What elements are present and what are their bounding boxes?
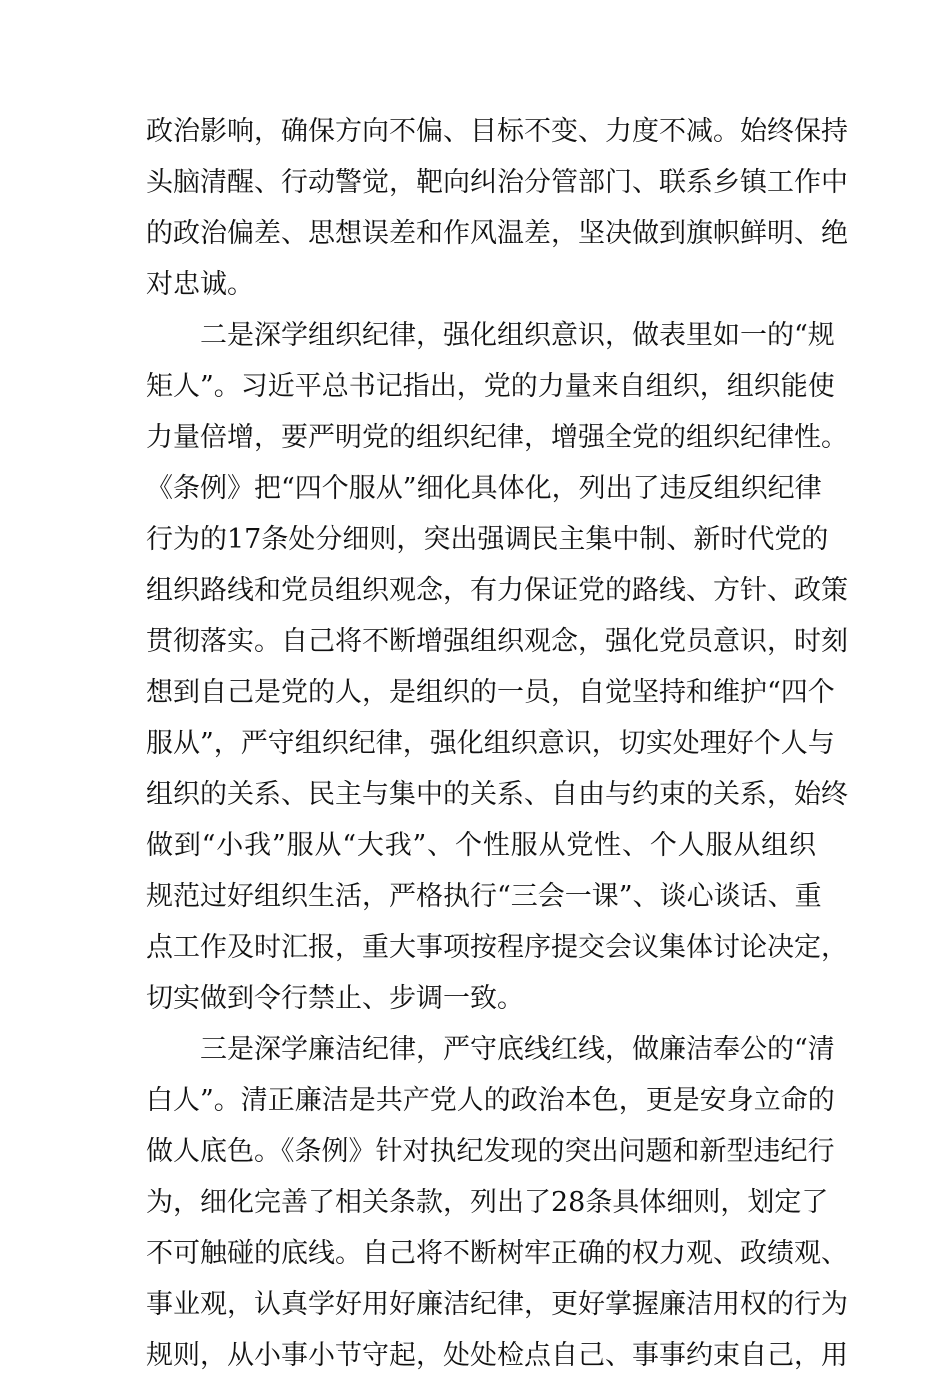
text-line: 规范过好组织生活，严格执行“三会一课”、谈心谈话、重 <box>146 881 822 912</box>
text-line: 服从”，严守组织纪律，强化组织意识，切实处理好个人与 <box>146 728 835 759</box>
text-line: 头脑清醒、行动警觉，靶向纠治分管部门、联系乡镇工作中 <box>146 167 848 198</box>
text-line: 《条例》把“四个服从”细化具体化，列出了违反组织纪律 <box>146 473 822 504</box>
text-line: 白人”。清正廉洁是共产党人的政治本色，更是安身立命的 <box>146 1085 835 1116</box>
text-line: 贯彻落实。自己将不断增强组织观念，强化党员意识，时刻 <box>146 626 848 657</box>
text-line: 为，细化完善了相关条款，列出了28条具体细则，划定了 <box>146 1187 829 1218</box>
text-line: 矩人”。习近平总书记指出，党的力量来自组织，组织能使 <box>146 371 835 402</box>
text-line: 行为的17条处分细则，突出强调民主集中制、新时代党的 <box>146 524 829 555</box>
text-line: 做人底色。《条例》针对执纪发现的突出问题和新型违纪行 <box>146 1136 835 1167</box>
text-line: 规则，从小事小节守起，处处检点自己、事事约束自己，用 <box>146 1340 848 1371</box>
text-line: 想到自己是党的人，是组织的一员，自觉坚持和维护“四个 <box>146 677 835 708</box>
body-text <box>146 106 848 1381</box>
text-line: 力量倍增，要严明党的组织纪律，增强全党的组织纪律性。 <box>146 422 848 453</box>
text-line: 对忠诚。 <box>146 269 254 300</box>
text-line: 的政治偏差、思想误差和作风温差，坚决做到旗帜鲜明、绝 <box>146 218 848 249</box>
text-line: 不可触碰的底线。自己将不断树牢正确的权力观、政绩观、 <box>146 1238 848 1269</box>
text-line: 二是深学组织纪律，强化组织意识，做表里如一的“规 <box>146 320 835 351</box>
text-line: 组织路线和党员组织观念，有力保证党的路线、方针、政策 <box>146 575 848 606</box>
text-line: 政治影响，确保方向不偏、目标不变、力度不减。始终保持 <box>146 116 848 147</box>
text-line: 点工作及时汇报，重大事项按程序提交会议集体讨论决定， <box>146 932 848 963</box>
text-line: 切实做到令行禁止、步调一致。 <box>146 983 524 1014</box>
text-line: 组织的关系、民主与集中的关系、自由与约束的关系，始终 <box>146 779 848 810</box>
text-line: 三是深学廉洁纪律，严守底线红线，做廉洁奉公的“清 <box>146 1034 835 1065</box>
text-line: 做到“小我”服从“大我”、个性服从党性、个人服从组织 <box>146 830 816 861</box>
text-line: 事业观，认真学好用好廉洁纪律，更好掌握廉洁用权的行为 <box>146 1289 848 1320</box>
